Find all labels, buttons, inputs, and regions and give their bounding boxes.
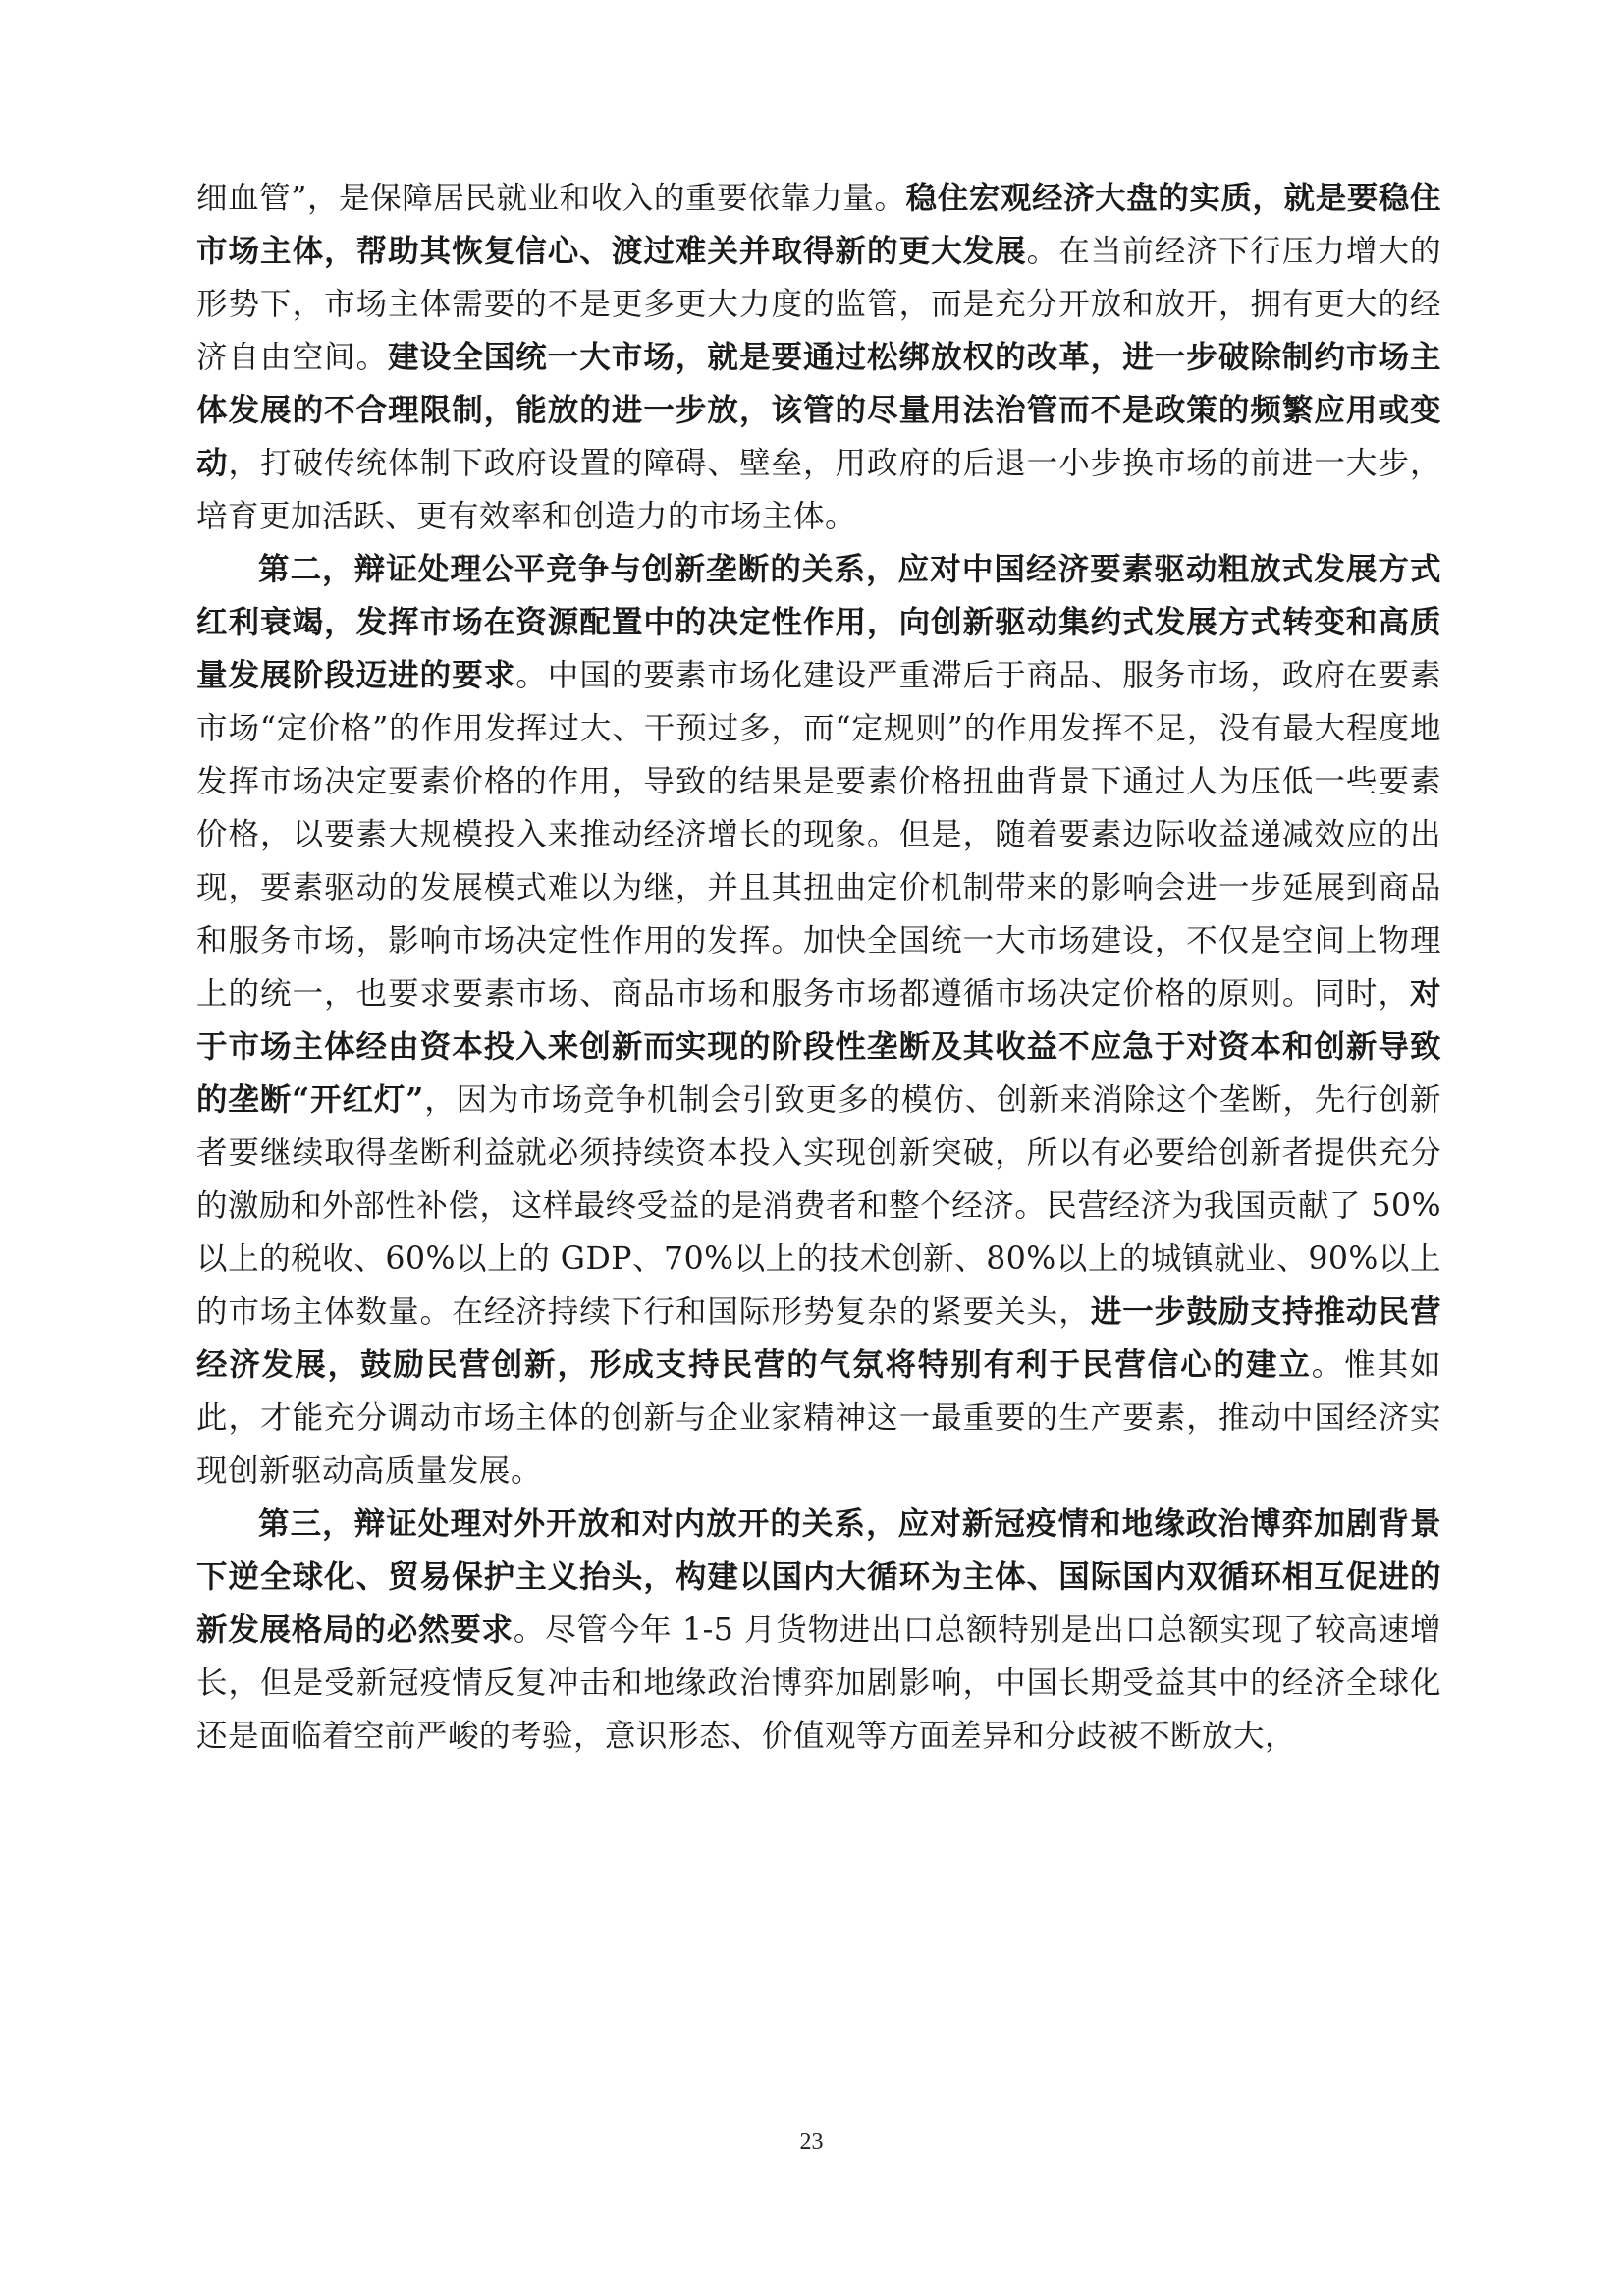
bold-text-run: 稳住宏观经济大盘的实质，就是要稳住市场主体，帮助其恢复信心、渡过难关并取得新的更大发展 [196,180,1441,269]
paragraph-market-entities [196,172,1441,543]
text-run: 细血管”，是保障居民就业和收入的重要依靠力量。 [196,181,906,216]
bold-text-run: 第二，辩证处理公平竞争与创新垄断的关系，应对中国经济要素驱动粗放式发展方式红利衰竭，发挥市场在资源配置中的决定性作用，向创新驱动集约式发展方式转变和高质量发展阶段迈进的要求 [196,551,1441,693]
text-run: ，打破传统体制下政府设置的障碍、壁垒，用政府的后退一小步换市场的前进一大步，培育更加活跃、更有效率和创造力的市场主体。 [196,446,1441,534]
document-body [196,172,1441,1763]
text-run: ，因为市场竞争机制会引致更多的模仿、创新来消除这个垄断，先行创新者要继续取得垄断利益就必须持续资本投入实现创新突破，所以有必要给创新者提供充分的激励和外部性补偿，这样最终受益的是消费者和整个经济。民营经济为我国贡献了 50%以上的税收、60%以上的 GDP、70%以上的技术创新、80%以上的城镇就业、90%以上的市场主体数量。在经济持续下行和国际形势复杂的紧要关头， [196,1082,1441,1330]
paragraph-third-point [196,1498,1441,1763]
bold-text-run: 建设全国统一大市场，就是要通过松绑放权的改革，进一步破除制约市场主体发展的不合理限制，能放的进一步放，该管的尽量用法治管而不是政策的频繁应用或变动 [196,339,1441,481]
bold-text-run: 对于市场主体经由资本投入来创新而实现的阶段性垄断及其收益不应急于对资本和创新导致的垄断“开红灯” [196,975,1441,1118]
text-run: 。惟其如此，才能充分调动市场主体的创新与企业家精神这一最重要的生产要素，推动中国经济实现创新驱动高质量发展。 [196,1347,1441,1489]
page-number: 23 [799,2129,824,2155]
paragraph-second-point [196,543,1441,1498]
bold-text-run: 第三，辩证处理对外开放和对内放开的关系，应对新冠疫情和地缘政治博弈加剧背景下逆全球化、贸易保护主义抬头，构建以国内大循环为主体、国际国内双循环相互促进的新发展格局的必然要求 [196,1505,1441,1648]
bold-text-run: 进一步鼓励支持推动民营经济发展，鼓励民营创新，形成支持民营的气氛将特别有利于民营信心的建立 [196,1293,1441,1383]
text-run: 。在当前经济下行压力增大的形势下，市场主体需要的不是更多更大力度的监管，而是充分开放和放开，拥有更大的经济自由空间。 [196,234,1441,375]
text-run: 。中国的要素市场化建设严重滞后于商品、服务市场，政府在要素市场“定价格”的作用发挥过大、干预过多，而“定规则”的作用发挥不足，没有最大程度地发挥市场决定要素价格的作用，导致的结果是要素价格扭曲背景下通过人为压低一些要素价格，以要素大规模投入来推动经济增长的现象。但是，随着要素边际收益递减效应的出现，要素驱动的发展模式难以为继，并且其扭曲定价机制带来的影响会进一步延展到商品和服务市场，影响市场决定性作用的发挥。加快全国统一大市场建设，不仅是空间上物理上的统一，也要求要素市场、商品市场和服务市场都遵循市场决定价格的原则。同时， [196,658,1441,1011]
text-run: 。尽管今年 1-5 月货物进出口总额特别是出口总额实现了较高速增长，但是受新冠疫情反复冲击和地缘政治博弈加剧影响，中国长期受益其中的经济全球化还是面临着空前严峻的考验，意识形态、价值观等方面差异和分歧被不断放大， [196,1613,1441,1754]
